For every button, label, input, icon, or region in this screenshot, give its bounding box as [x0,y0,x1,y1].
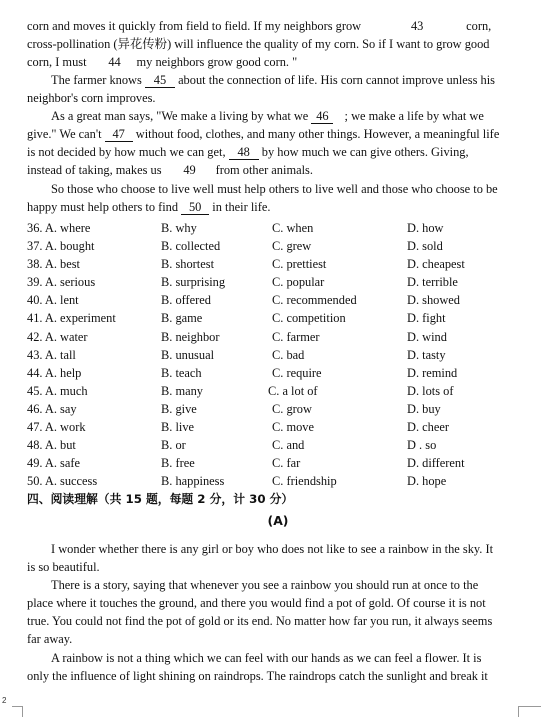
cloze-paragraph-3 [27,107,520,179]
option-a: 40. A. lent [27,293,79,308]
option-c: C. farmer [272,329,320,344]
option-b: B. neighbor [161,329,220,344]
text: only the influence of light shining on raindrops. The raindrops catch the sunlight and break it [27,669,488,684]
option-a: 44. A. help [27,365,82,380]
option-row [27,418,520,436]
text: far away. [27,632,73,647]
blank-43: 43 [410,19,424,33]
option-d: D . so [407,438,437,453]
option-row [27,219,520,237]
option-d: D. terrible [407,275,458,290]
text: corn and moves it quickly from field to field. If my neighbors grow [27,19,362,33]
option-row [27,291,520,309]
blank-45: 45 [145,74,175,88]
option-a: 36. A. where [27,221,91,235]
option-c: C. a lot of [268,383,318,398]
corner-mark-left [12,706,23,717]
text: without food, clothes, and many other things. However, a meaningful life [135,127,500,142]
text: my neighbors grow good corn. " [136,55,298,70]
option-a: 49. A. safe [27,456,80,471]
option-b: B. game [161,311,203,326]
option-a: 41. A. experiment [27,311,116,326]
option-c: C. grow [272,401,312,416]
option-d: D. hope [407,474,447,489]
option-d: D. buy [407,401,441,416]
text: As a great man says, "We make a living by what we [51,109,309,123]
option-row [27,328,520,346]
option-b: B. give [161,401,197,416]
option-c: C. when [272,221,314,235]
option-b: B. happiness [161,474,225,489]
text: cross-pollination (异花传粉) will influence the quality of my corn. So if I want to grow good [27,37,490,52]
text: I wonder whether there is any girl or boy who does not like to see a rainbow in the sky. It [51,542,494,556]
option-b: B. surprising [161,275,226,290]
text: by how much we can give others. Giving, [261,145,469,160]
option-d: D. remind [407,365,458,380]
option-c: C. prettiest [272,257,327,272]
text: neighbor's corn improves. [27,91,156,106]
option-b: B. why [161,221,197,235]
blank-44: 44 [108,55,121,70]
option-c: C. competition [272,311,346,326]
blank-50: 50 [181,201,209,215]
text: ; we make a life by what we [344,109,484,123]
text: instead of taking, makes us [27,163,162,178]
option-b: B. teach [161,365,202,380]
text: A rainbow is not a thing which we can feel with our hands as we can feel a flower. It is [51,651,482,665]
option-row [27,346,520,364]
option-c: C. and [272,438,305,453]
option-row [27,454,520,472]
option-c: C. move [272,420,314,435]
option-c: C. popular [272,275,325,290]
option-d: D. how [407,221,444,235]
option-a: 50. A. success [27,474,98,489]
option-a: 45. A. much [27,383,88,398]
section-heading: 四、阅读理解（共 15 题，每题 2 分，计 30 分） [27,492,294,506]
option-d: D. sold [407,239,443,254]
page-number: 2 [2,696,7,705]
option-d: D. showed [407,293,460,308]
option-c: C. bad [272,347,305,362]
text: give." We can't [27,127,102,142]
text: The farmer knows [51,73,142,87]
option-row [27,472,520,490]
cloze-paragraph-2 [27,71,520,107]
option-a: 43. A. tall [27,347,76,362]
option-b: B. live [161,420,195,435]
option-row [27,382,520,400]
text: from other animals. [215,163,313,178]
option-d: D. tasty [407,347,446,362]
reading-paragraph-2 [27,576,520,648]
option-b: B. collected [161,239,221,254]
text: in their life. [212,200,271,215]
option-b: B. offered [161,293,212,308]
option-d: D. cheapest [407,257,465,272]
corner-mark-right [518,706,541,717]
option-d: D. different [407,456,465,471]
text: place where it touches the ground, and there you would find a pot of gold. Of course it is not [27,596,486,611]
text: is so beautiful. [27,560,100,575]
option-a: 48. A. but [27,438,76,453]
cloze-paragraph-1 [27,17,520,71]
option-d: D. fight [407,311,446,326]
option-d: D. wind [407,329,447,344]
blank-46: 46 [311,110,333,124]
options-table [27,219,520,490]
option-row [27,237,520,255]
option-a: 37. A. bought [27,239,95,254]
option-a: 38. A. best [27,257,81,272]
text: about the connection of life. His corn cannot improve unless his [178,73,495,87]
text: happy must help others to find [27,200,179,215]
text: true. You could not find the pot of gold or its end. No matter how far you run, it always seems [27,614,493,629]
option-row [27,273,520,291]
passage-label: (A) [267,513,289,528]
blank-48: 48 [229,146,259,160]
option-a: 42. A. water [27,329,88,344]
option-c: C. require [272,365,322,380]
option-c: C. friendship [272,474,337,489]
text: So those who choose to live well must help others to live well and those who choose to be [51,182,498,196]
option-row [27,309,520,327]
option-b: B. shortest [161,257,215,272]
option-row [27,255,520,273]
cloze-paragraph-4 [27,180,520,216]
text: There is a story, saying that whenever you see a rainbow you should run at once to the [51,578,479,592]
option-c: C. grew [272,239,312,254]
reading-paragraph-1 [27,540,520,576]
option-c: C. recommended [272,293,357,308]
option-b: B. or [161,438,186,453]
option-b: B. unusual [161,347,215,362]
option-b: B. free [161,456,195,471]
blank-49: 49 [183,163,196,178]
option-row [27,364,520,382]
option-a: 39. A. serious [27,275,96,290]
option-row [27,436,520,454]
option-a: 47. A. work [27,420,86,435]
option-d: D. cheer [407,420,449,435]
text: corn, I must [27,55,87,70]
reading-paragraph-3 [27,649,520,685]
text: is not decided by how much we can get, [27,145,226,160]
option-a: 46. A. say [27,401,77,416]
text: corn, [466,19,492,33]
blank-47: 47 [105,128,133,142]
option-c: C. far [272,456,301,471]
option-d: D. lots of [407,383,454,398]
option-b: B. many [161,383,203,398]
option-row [27,400,520,418]
